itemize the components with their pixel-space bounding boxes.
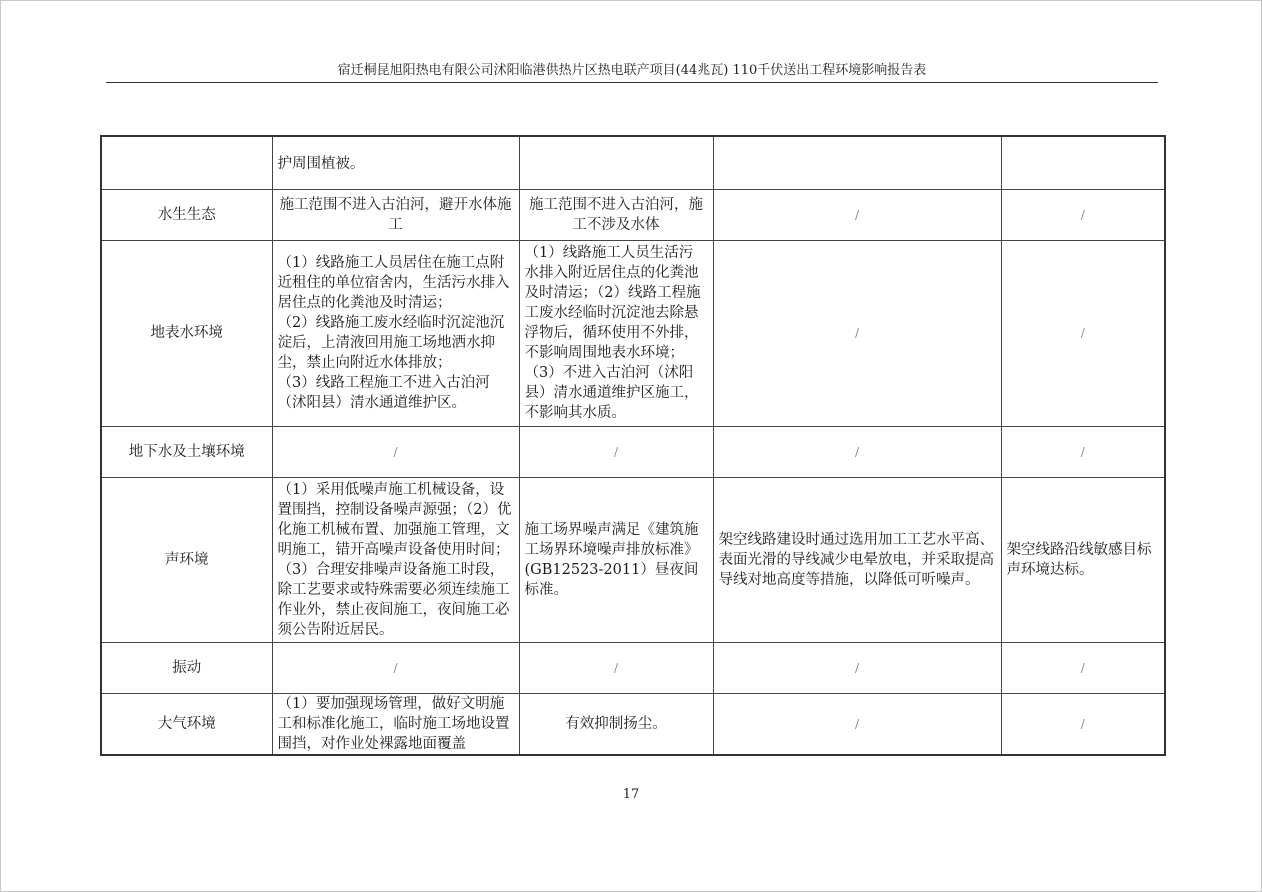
construction-measure-cell: （1）线路施工人员居住在施工点附近租住的单位宿舍内，生活污水排入居住点的化粪池及时清运； （2）线路施工废水经临时沉淀池沉淀后，上清液回用施工场地洒水抑尘，禁止向附近水体排放； （3）线路工程施工不进入古泊河（沭阳县）清水通道维护区。: [272, 240, 519, 426]
construction-measure-cell: /: [272, 426, 519, 477]
construction-effect-cell: 施工范围不进入古泊河，施工不涉及水体: [519, 189, 713, 240]
category-cell: 声环境: [101, 477, 272, 642]
construction-measure-cell: （1）采用低噪声施工机械设备，设置围挡，控制设备噪声源强；（2）优化施工机械布置、加强施工管理，文明施工，错开高噪声设备使用时间；（3）合理安排噪声设备施工时段，除工艺要求或特殊需要必须连续施工作业外，禁止夜间施工，夜间施工必须公告附近居民。: [272, 477, 519, 642]
construction-measure-cell: （1）要加强现场管理，做好文明施工和标准化施工，临时施工场地设置围挡，对作业处裸露地面覆盖: [272, 693, 519, 755]
operation-effect-cell: /: [1001, 642, 1165, 693]
table-row: [101, 693, 1165, 755]
construction-effect-cell: （1）线路施工人员生活污水排入附近居住点的化粪池及时清运；（2）线路工程施工废水经临时沉淀池去除悬浮物后，循环使用不外排，不影响周围地表水环境；（3）不进入古泊河（沭阳县）清水通道维护区施工，不影响其水质。: [519, 240, 713, 426]
category-cell: 地下水及土壤环境: [101, 426, 272, 477]
construction-effect-cell: /: [519, 426, 713, 477]
operation-effect-cell: 架空线路沿线敏感目标声环境达标。: [1001, 477, 1165, 642]
operation-measure-cell: /: [713, 642, 1001, 693]
table-row: [101, 477, 1165, 642]
operation-effect-cell: /: [1001, 189, 1165, 240]
operation-effect-cell: /: [1001, 693, 1165, 755]
operation-measure-cell: [713, 136, 1001, 189]
construction-measure-cell: 护周围植被。: [272, 136, 519, 189]
category-cell: 大气环境: [101, 693, 272, 755]
construction-measure-cell: /: [272, 642, 519, 693]
operation-effect-cell: [1001, 136, 1165, 189]
operation-effect-cell: /: [1001, 426, 1165, 477]
construction-measure-cell: 施工范围不进入古泊河，避开水体施工: [272, 189, 519, 240]
operation-measure-cell: /: [713, 426, 1001, 477]
environmental-measures-table: [100, 135, 1166, 756]
construction-effect-cell: 有效抑制扬尘。: [519, 693, 713, 755]
page-header: 宿迁桐昆旭阳热电有限公司沭阳临港供热片区热电联产项目(44兆瓦) 110千伏送出工程环境影响报告表: [337, 63, 927, 78]
construction-effect-cell: /: [519, 642, 713, 693]
table-row: [101, 426, 1165, 477]
table-row: [101, 642, 1165, 693]
table-row: [101, 136, 1165, 189]
category-cell: [101, 136, 272, 189]
page-number: 17: [622, 787, 640, 802]
header-rule: [106, 82, 1158, 83]
category-cell: 水生生态: [101, 189, 272, 240]
construction-effect-cell: 施工场界噪声满足《建筑施工场界环境噪声排放标准》(GB12523-2011）昼夜间标准。: [519, 477, 713, 642]
category-cell: 振动: [101, 642, 272, 693]
construction-effect-cell: [519, 136, 713, 189]
category-cell: 地表水环境: [101, 240, 272, 426]
operation-measure-cell: /: [713, 240, 1001, 426]
operation-measure-cell: /: [713, 693, 1001, 755]
table-row: [101, 240, 1165, 426]
operation-measure-cell: 架空线路建设时通过选用加工工艺水平高、表面光滑的导线减少电晕放电，并采取提高导线对地高度等措施，以降低可听噪声。: [713, 477, 1001, 642]
operation-measure-cell: /: [713, 189, 1001, 240]
operation-effect-cell: /: [1001, 240, 1165, 426]
table-row: [101, 189, 1165, 240]
